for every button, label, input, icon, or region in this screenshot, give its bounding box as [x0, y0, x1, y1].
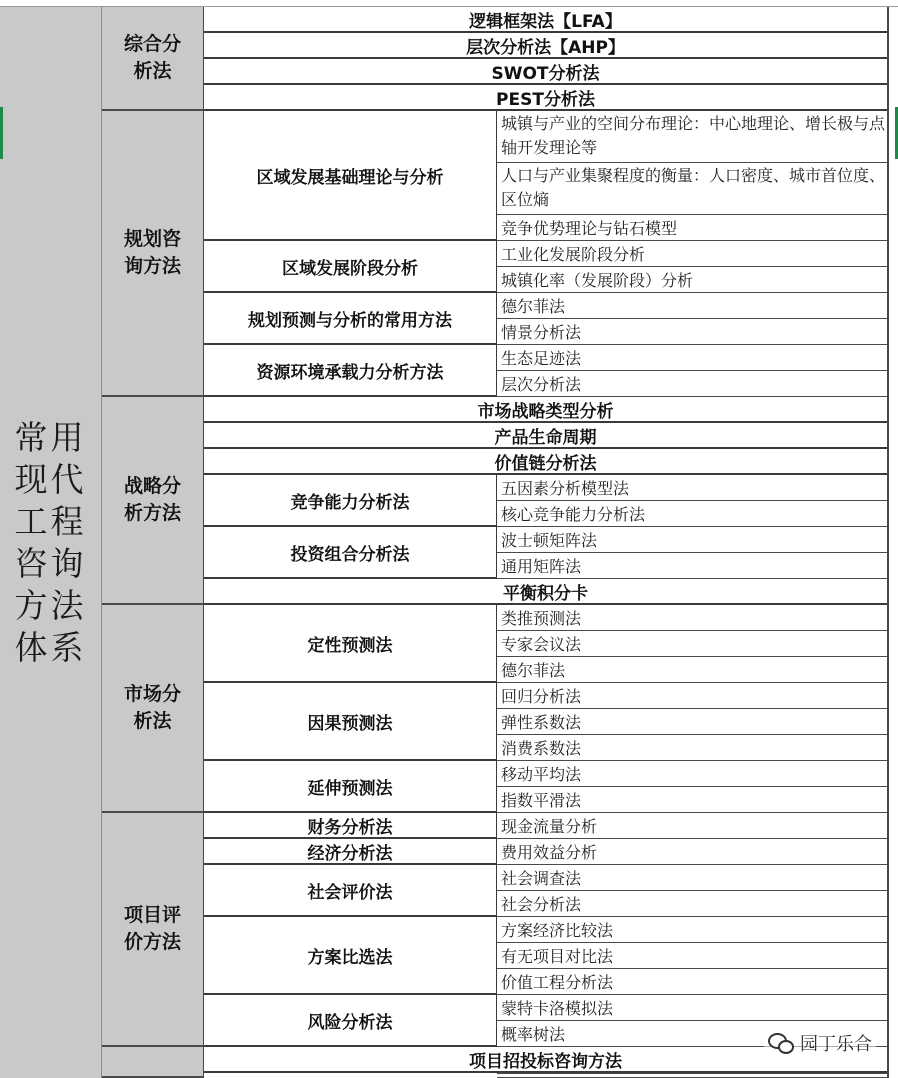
right-edge	[887, 7, 898, 1078]
method-item[interactable]: 社会分析法	[497, 891, 887, 917]
method-row[interactable]: 逻辑框架法【LFA】	[204, 7, 887, 33]
method-item[interactable]: 专家会议法	[497, 631, 887, 657]
method-group[interactable]: 财务分析法	[204, 813, 497, 839]
header-strip	[0, 0, 898, 7]
method-item[interactable]: 层次分析法	[497, 371, 887, 397]
method-row[interactable]: 市场战略类型分析	[204, 397, 887, 423]
method-group[interactable]: 资源环境承载力分析方法	[204, 345, 497, 397]
method-item[interactable]: 情景分析法	[497, 319, 887, 345]
method-item[interactable]: 指数平滑法	[497, 787, 887, 813]
method-group[interactable]: 风险分析法	[204, 995, 497, 1047]
method-row[interactable]: SWOT分析法	[204, 59, 887, 85]
method-item[interactable]: 现金流量分析	[497, 813, 887, 839]
method-item[interactable]: 类推预测法	[497, 605, 887, 631]
method-group[interactable]: 方案比选法	[204, 917, 497, 995]
section-label[interactable]: 规划咨询方法	[102, 111, 204, 397]
selection-marker-left	[0, 107, 3, 159]
method-group[interactable]: 经济分析法	[204, 839, 497, 865]
method-item[interactable]: 城镇化率（发展阶段）分析	[497, 267, 887, 293]
method-item[interactable]: 生态足迹法	[497, 345, 887, 371]
method-group[interactable]: 投资组合分析法	[204, 527, 497, 579]
method-group[interactable]: 区域发展基础理论与分析	[204, 111, 497, 241]
method-item[interactable]: 人口与产业集聚程度的衡量：人口密度、城市首位度、区位熵	[497, 163, 887, 215]
method-item[interactable]: 波士顿矩阵法	[497, 527, 887, 553]
method-item[interactable]: 竞争优势理论与钻石模型	[497, 215, 887, 241]
wechat-icon	[768, 1033, 794, 1053]
method-group[interactable]: 规划预测与分析的常用方法	[204, 293, 497, 345]
method-item[interactable]: 消费系数法	[497, 735, 887, 761]
method-item[interactable]: 城镇与产业的空间分布理论：中心地理论、增长极与点轴开发理论等	[497, 111, 887, 163]
method-row[interactable]: 层次分析法【AHP】	[204, 33, 887, 59]
section-label[interactable]: 市场分析法	[102, 605, 204, 813]
method-item[interactable]: 通用矩阵法	[497, 553, 887, 579]
method-group[interactable]: 区域发展阶段分析	[204, 241, 497, 293]
method-item[interactable]: 五因素分析模型法	[497, 475, 887, 501]
section-label[interactable]: 项目评价方法	[102, 813, 204, 1047]
method-row[interactable]: 平衡积分卡	[204, 579, 887, 605]
method-item[interactable]: 移动平均法	[497, 761, 887, 787]
method-item[interactable]: 价值工程分析法	[497, 969, 887, 995]
method-item[interactable]: 核心竞争能力分析法	[497, 501, 887, 527]
method-row[interactable]: 产品生命周期	[204, 423, 887, 449]
watermark	[764, 1030, 876, 1056]
section-label[interactable]: 战略分析方法	[102, 397, 204, 605]
method-item[interactable]: 费用效益分析	[497, 839, 887, 865]
method-row[interactable]: 项目招投标咨询方法	[204, 1047, 887, 1073]
method-item[interactable]: 回归分析法	[497, 683, 887, 709]
method-group[interactable]: 因果预测法	[204, 683, 497, 761]
method-group[interactable]: 竞争能力分析法	[204, 475, 497, 527]
method-row[interactable]: PEST分析法	[204, 85, 887, 111]
method-item[interactable]	[497, 1073, 887, 1078]
method-group[interactable]: 定性预测法	[204, 605, 497, 683]
method-item[interactable]: 德尔菲法	[497, 293, 887, 319]
method-item[interactable]: 德尔菲法	[497, 657, 887, 683]
method-item[interactable]: 蒙特卡洛模拟法	[497, 995, 887, 1021]
method-item[interactable]: 弹性系数法	[497, 709, 887, 735]
section-label[interactable]: 综合分析法	[102, 7, 204, 111]
method-group[interactable]: 社会评价法	[204, 865, 497, 917]
method-group[interactable]: 延伸预测法	[204, 761, 497, 813]
method-row[interactable]: 价值链分析法	[204, 449, 887, 475]
section-label[interactable]	[102, 1047, 204, 1078]
method-item[interactable]: 有无项目对比法	[497, 943, 887, 969]
watermark-text: 园丁乐合	[800, 1034, 872, 1055]
method-item[interactable]: 工业化发展阶段分析	[497, 241, 887, 267]
root-category[interactable]: 常用现代工程咨询方法体系	[0, 7, 102, 1078]
method-item[interactable]: 方案经济比较法	[497, 917, 887, 943]
method-item[interactable]: 社会调查法	[497, 865, 887, 891]
method-item[interactable]: 概率树法	[497, 1021, 887, 1047]
